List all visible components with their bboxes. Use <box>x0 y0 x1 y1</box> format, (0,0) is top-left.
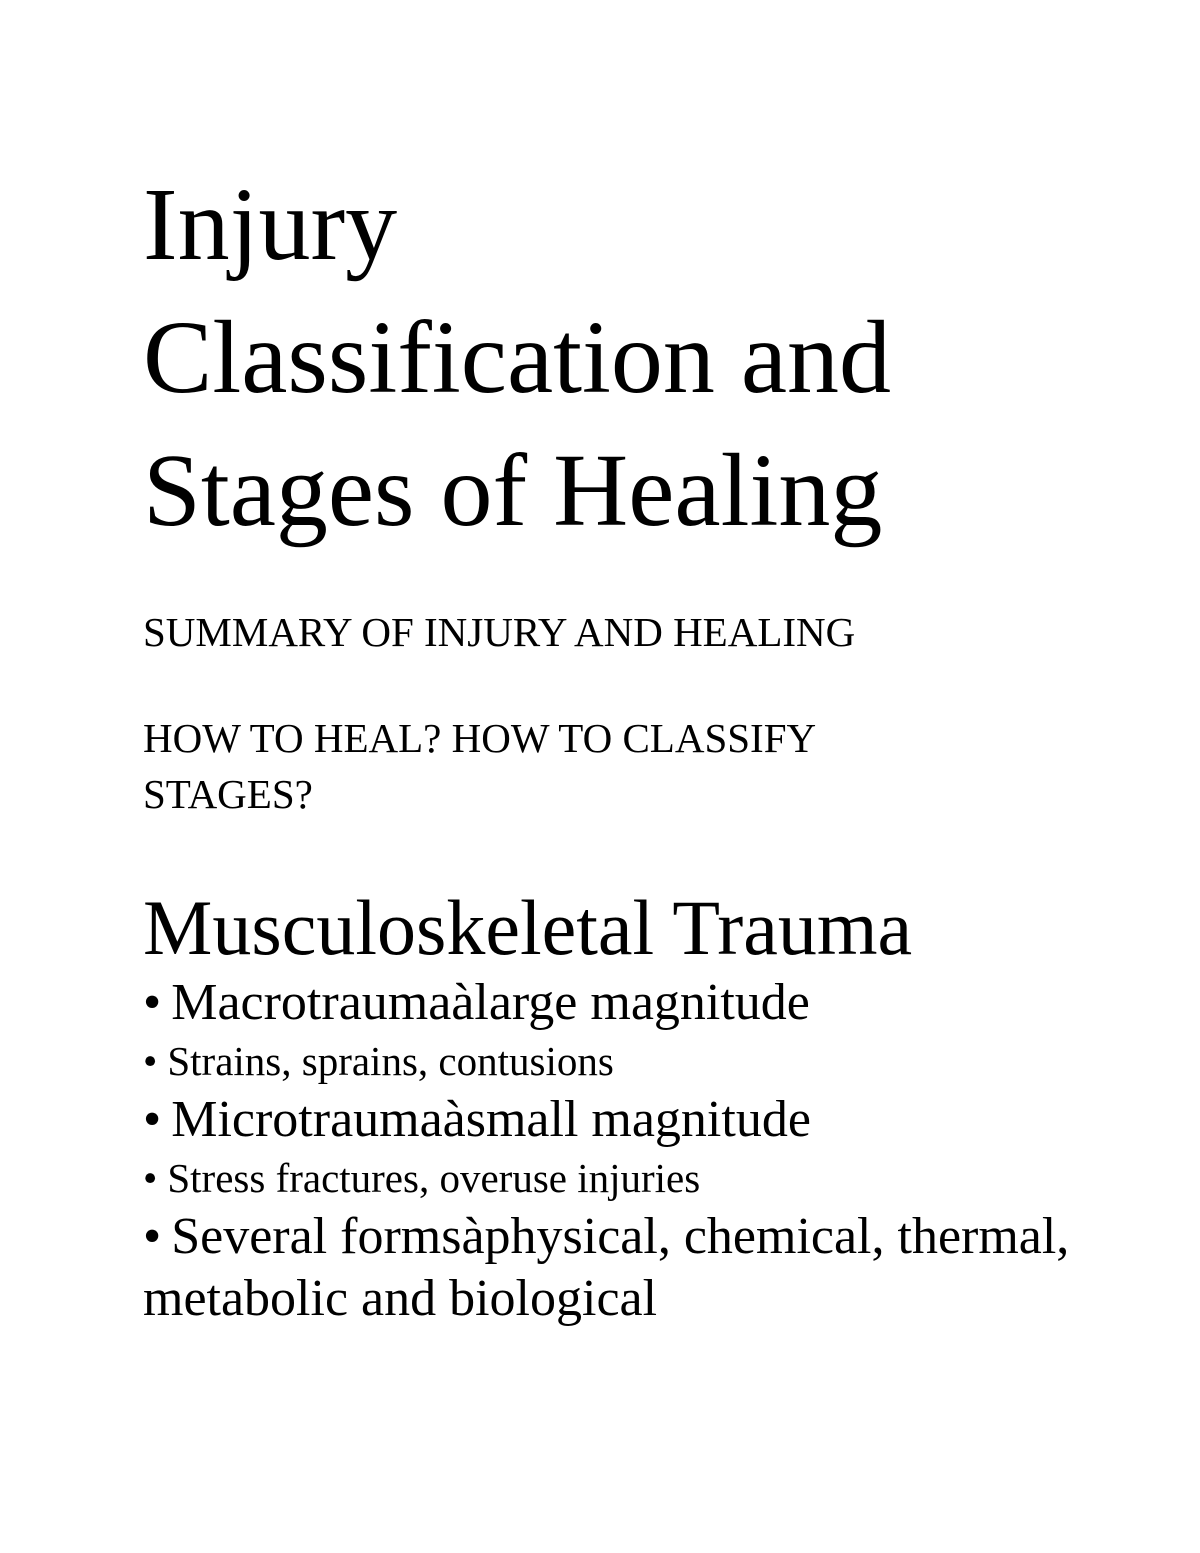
bullet-list <box>143 972 1103 1330</box>
bullet-icon: • <box>143 974 162 1031</box>
title-line: Classification and <box>143 300 892 415</box>
section-heading: Musculoskeletal Trauma <box>143 884 913 971</box>
list-item <box>143 972 1103 1034</box>
list-item-text: Stress fractures, overuse injuries <box>167 1155 701 1201</box>
list-item-text: Microtraumaàsmall magnitude <box>171 1091 811 1148</box>
bullet-icon: • <box>143 1208 162 1265</box>
summary-subtitle: SUMMARY OF INJURY AND HEALING <box>143 609 856 655</box>
list-item <box>143 1089 1103 1151</box>
list-item-text: Macrotraumaàlarge magnitude <box>171 974 810 1031</box>
list-item-text: Strains, sprains, contusions <box>167 1038 614 1084</box>
list-item <box>143 1151 1103 1206</box>
question-subtitle: HOW TO HEAL? HOW TO CLASSIFY STAGES? <box>143 715 815 817</box>
list-item-text: Several formsàphysical, chemical, thermal, metabolic and biological <box>143 1208 1070 1327</box>
bullet-icon: • <box>143 1155 158 1201</box>
bullet-icon: • <box>143 1038 158 1084</box>
list-item <box>143 1206 1103 1330</box>
bullet-icon: • <box>143 1091 162 1148</box>
page-title <box>143 158 1103 557</box>
title-line: Stages of Healing <box>143 433 883 548</box>
list-item <box>143 1034 1103 1089</box>
title-line: Injury <box>143 167 398 282</box>
